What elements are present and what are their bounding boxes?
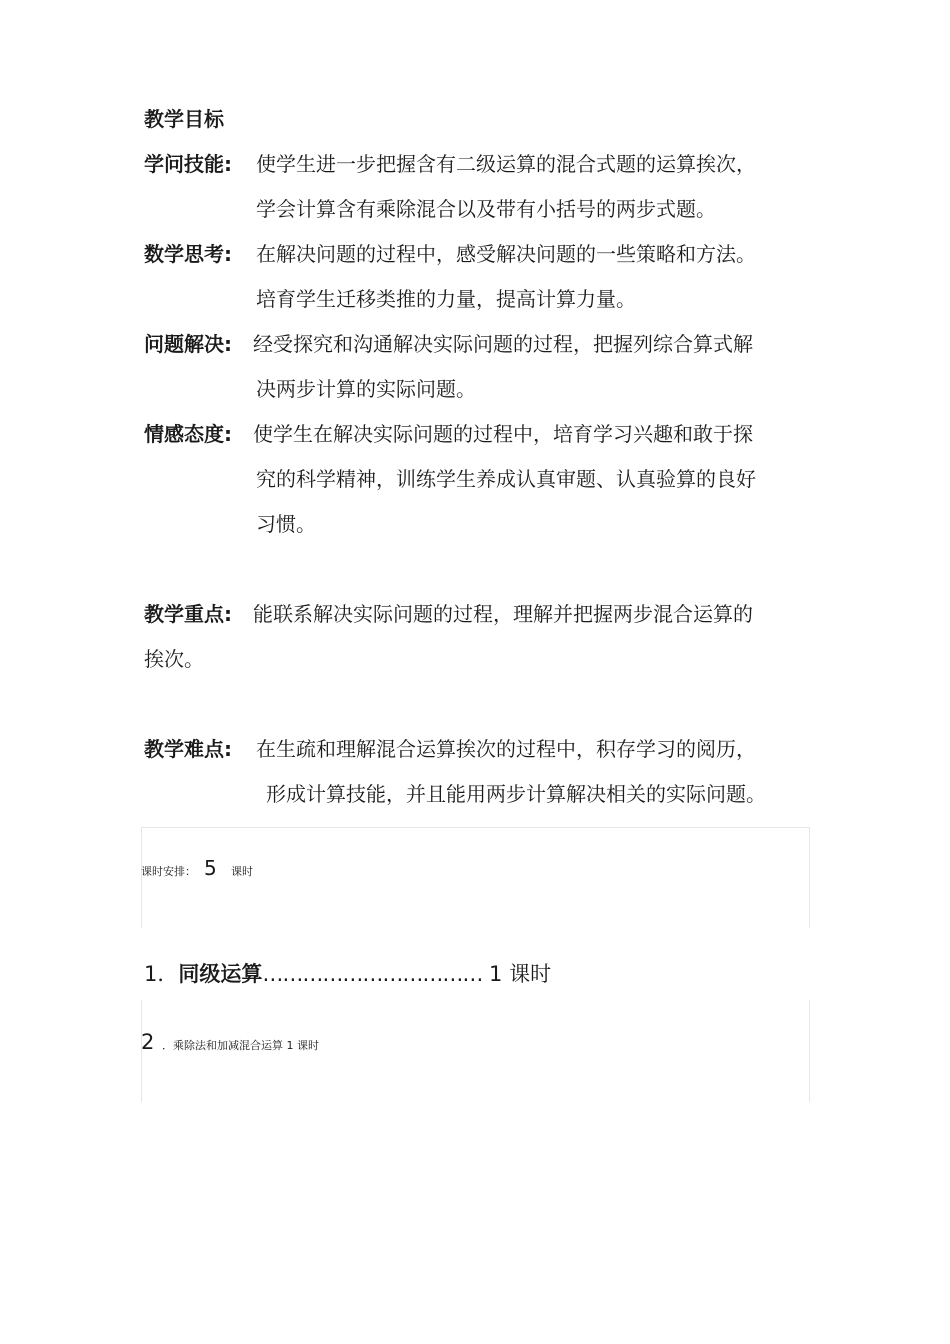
objective-line: 经受探究和沟通解决实际问题的过程，把握列综合算式解 — [253, 332, 753, 356]
lesson-leader-dots: …………………………… — [262, 962, 483, 986]
objective-label-skills: 学问技能: — [144, 152, 232, 176]
objectives-heading: 教学目标 — [144, 107, 224, 131]
objective-line: 习惯。 — [256, 512, 316, 536]
lesson-hours: 1 课时 — [482, 962, 552, 986]
key-point-text: 能联系解决实际问题的过程，理解并把握两步混合运算的 — [253, 602, 753, 626]
lesson-number: 1． — [144, 962, 179, 986]
key-point-label: 教学重点: — [144, 602, 232, 626]
lesson-title: 同级运算 — [178, 962, 263, 986]
lesson-number: 2 — [141, 1030, 155, 1054]
objective-line: 使学生进一步把握含有二级运算的混合式题的运算挨次， — [256, 152, 756, 176]
schedule-unit: 课时 — [231, 865, 253, 878]
objective-line: 学会计算含有乘除混合以及带有小括号的两步式题。 — [256, 197, 716, 221]
objective-line: 使学生在解决实际问题的过程中，培育学习兴趣和敢于探 — [253, 422, 753, 446]
key-point-text: 挨次。 — [144, 647, 204, 671]
schedule-count: 5 — [204, 856, 217, 880]
objective-line: 培育学生迁移类推的力量，提高计算力量。 — [256, 287, 636, 311]
difficulty-text: 形成计算技能，并且能用两步计算解决相关的实际问题。 — [266, 782, 766, 806]
lesson-title: ．乘除法和加减混合运算 1 课时 — [162, 1039, 319, 1052]
objective-line: 决两步计算的实际问题。 — [256, 377, 476, 401]
difficulty-text: 在生疏和理解混合运算挨次的过程中，积存学习的阅历， — [256, 737, 756, 761]
schedule-label: 课时安排： — [141, 865, 196, 878]
objective-label-problem: 问题解决: — [144, 332, 232, 356]
difficulty-label: 教学难点: — [144, 737, 232, 761]
lesson-item — [144, 960, 551, 988]
objective-line: 究的科学精神，训练学生养成认真审题、认真验算的良好 — [256, 467, 756, 491]
objective-label-thinking: 数学思考: — [144, 242, 232, 266]
objective-line: 在解决问题的过程中，感受解决问题的一些策略和方法。 — [256, 242, 756, 266]
objective-label-attitude: 情感态度: — [144, 422, 232, 446]
